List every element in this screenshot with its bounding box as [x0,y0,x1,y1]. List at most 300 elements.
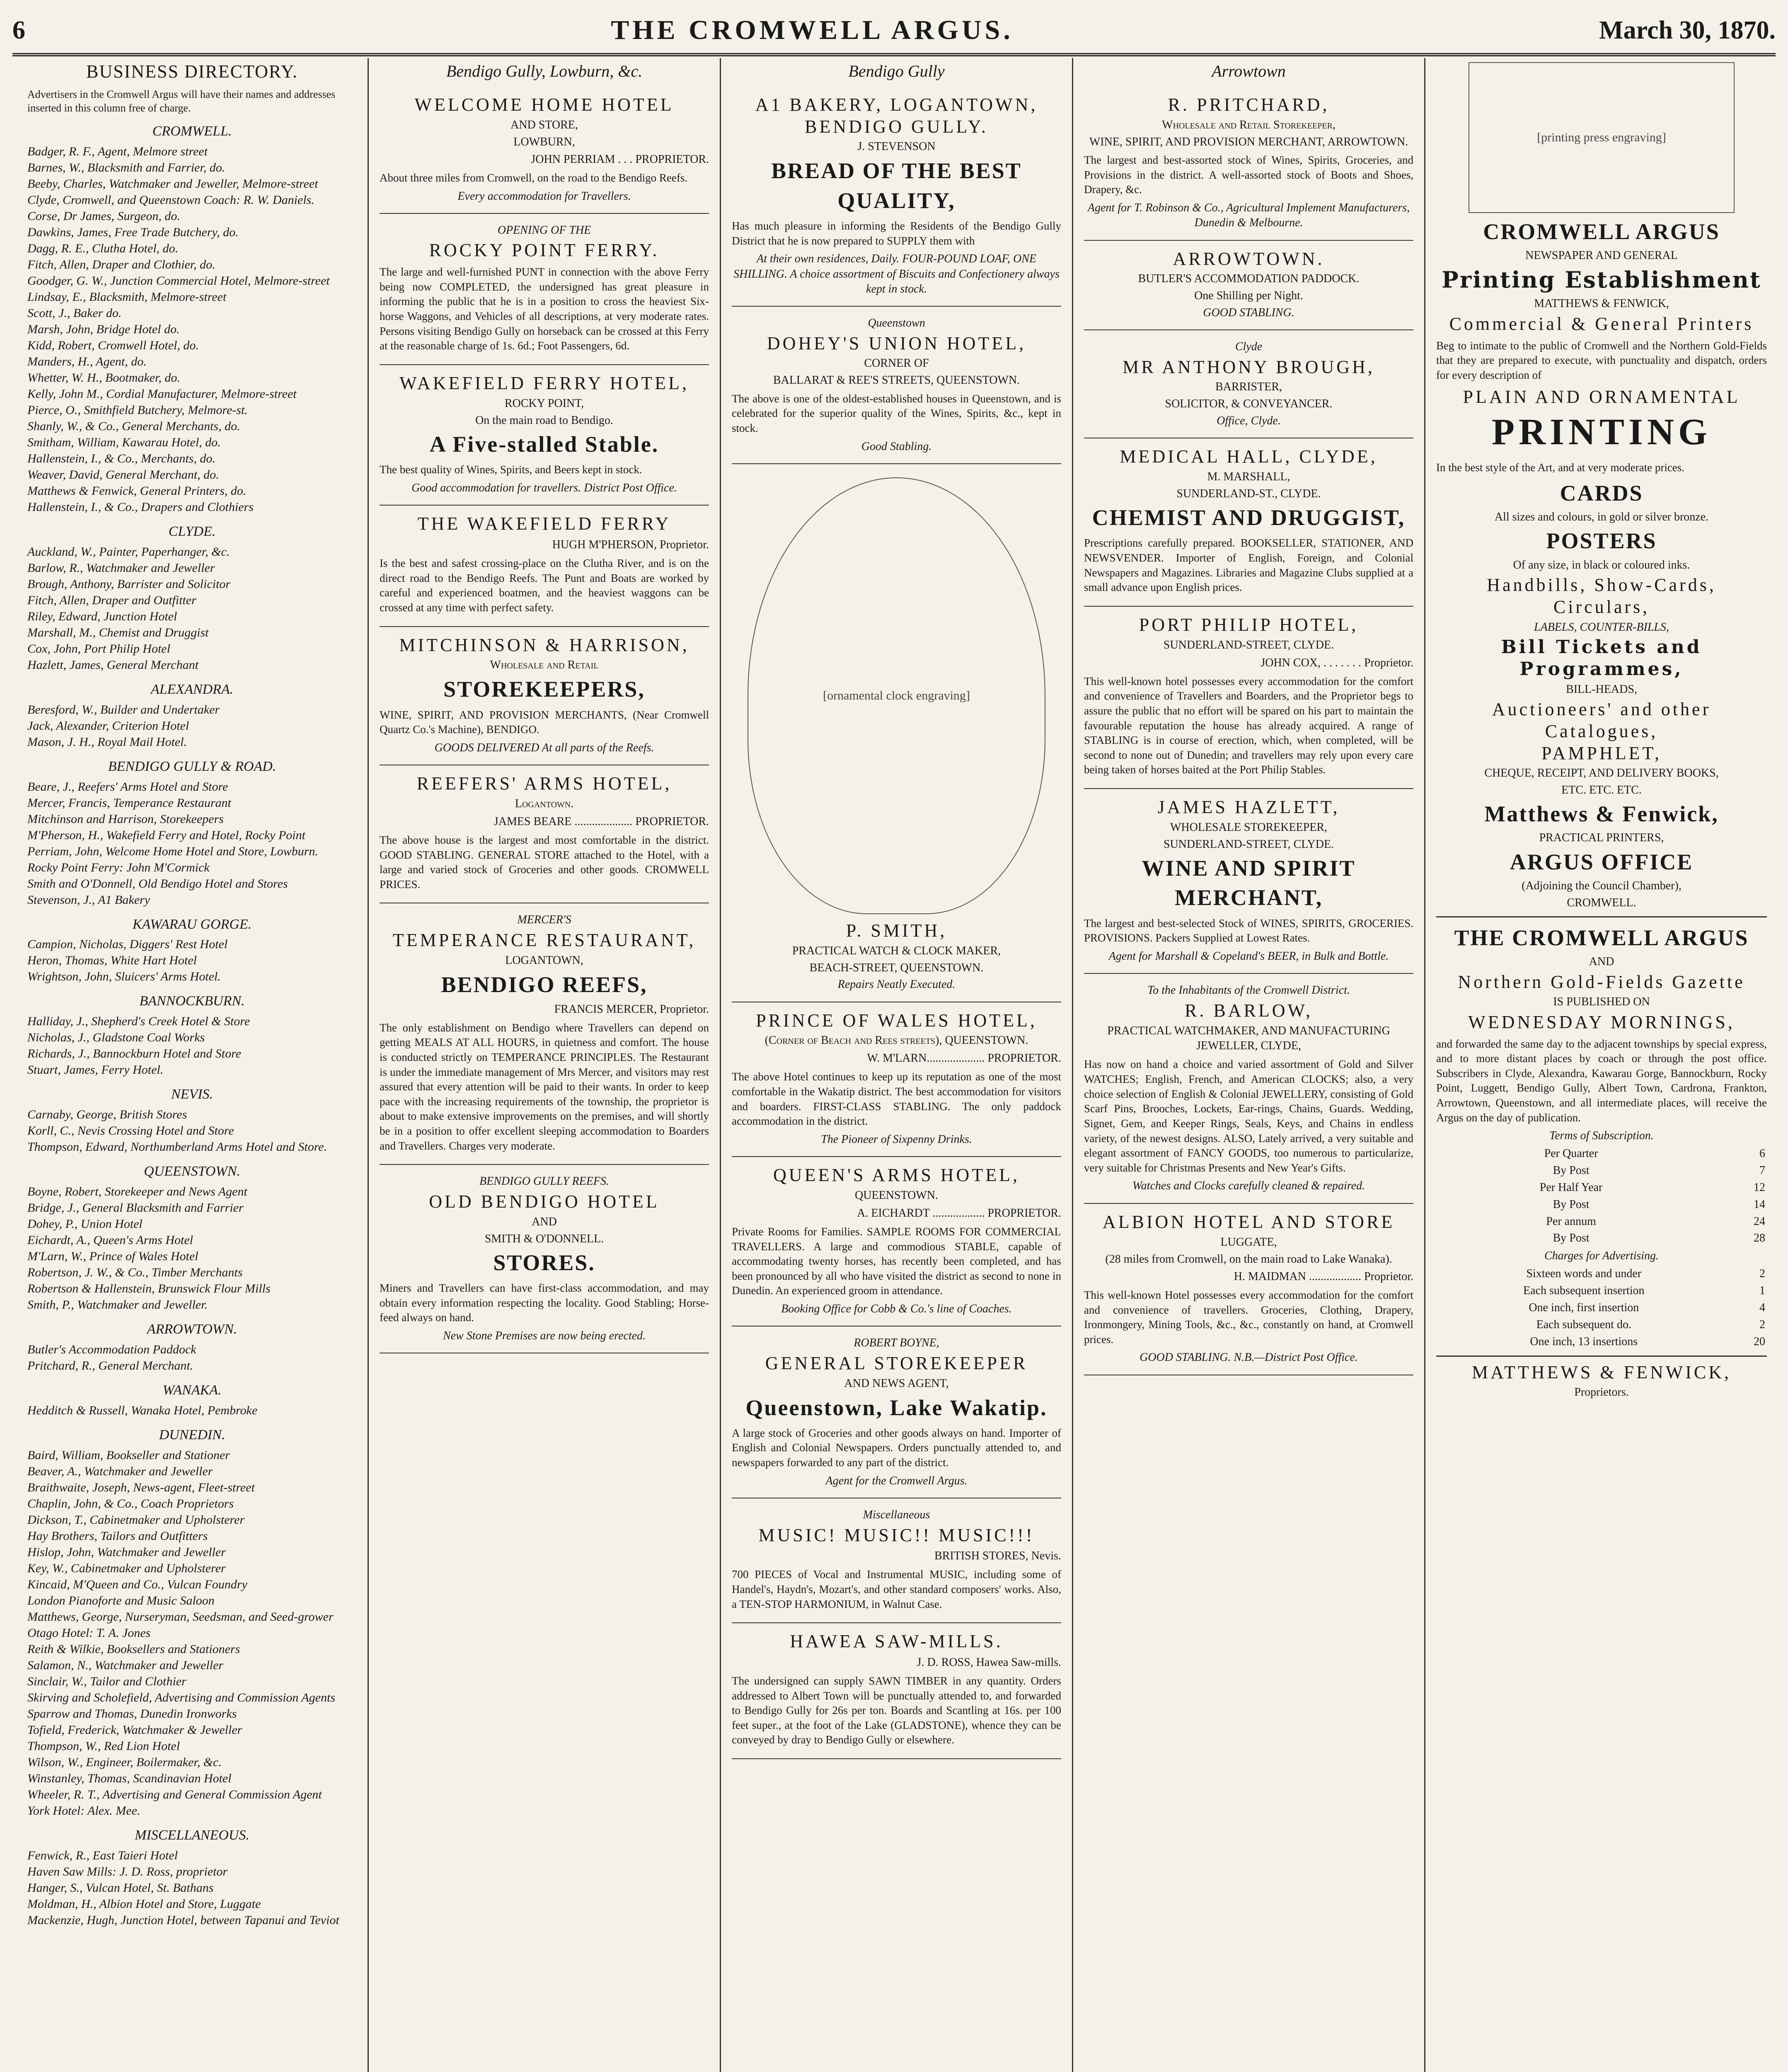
ad-proprietor: FRANCIS MERCER, Proprietor. [554,1002,709,1016]
auctioneers-line: Auctioneers' and other Catalogues, [1492,699,1711,741]
ad-title: MUSIC! MUSIC!! MUSIC!!! [758,1525,1035,1545]
published-on: IS PUBLISHED ON [1553,995,1650,1009]
advertisement [1084,241,1413,331]
directory-entry: M'Pherson, H., Wakefield Ferry and Hotel, Rocky Point [27,828,305,842]
advertisement [1084,974,1413,1203]
cards-heading: CARDS [1560,480,1643,506]
directory-entry: Thompson, Edward, Northumberland Arms Hotel and Store. [27,1140,327,1154]
ad-subtitle: (Corner of Beach and Rees streets), QUEENSTOWN. [765,1034,1028,1047]
ad-title: ARROWTOWN. [1173,248,1325,269]
columns [17,58,1778,2072]
bendigo-column [369,58,721,2072]
printing-heading: PRINTING [1491,411,1712,453]
ad-subtitle: SUNDERLAND-STREET, CLYDE. [1163,638,1334,651]
ads-list [732,87,1061,1759]
directory-entry: Smith and O'Donnell, Old Bendigo Hotel and Stores [27,876,288,891]
ad-subtitle: LUGGATE, [1220,1235,1277,1249]
arrowtown-column [1073,58,1425,2072]
ad-body: The best quality of Wines, Spirits, and Beers kept in stock. [380,463,642,476]
ad-proprietor: W. M'LARN.................... PROPRIETOR. [867,1052,1061,1065]
ad-body: The above Hotel continues to keep up its reputation as one of the most comfortable in the Wakatip district. The best accommodation for visitors and boarders. FIRST-CLASS STABLING. The only paddock accommodation in the district. [732,1070,1061,1128]
directory-entry: Dawkins, James, Free Trade Butchery, do. [27,225,239,239]
page-number: 6 [12,16,25,44]
directory-entry: Marsh, John, Bridge Hotel do. [27,322,180,336]
ad-preheading: Miscellaneous [863,1508,930,1522]
ad-note: At their own residences, Daily. FOUR-POUND LOAF, ONE SHILLING. A choice assortment of Biscuits and Confectionery always kept in stock. [733,252,1060,295]
ad-title: HAWEA SAW-MILLS. [790,1631,1003,1652]
advertising-row [1436,1283,1767,1300]
advertisement [380,627,709,766]
ad-subtitle: M. MARSHALL, [1207,470,1290,483]
directory-entry: Sparrow and Thomas, Dunedin Ironworks [27,1706,237,1721]
ad-note: Booking Office for Cobb & Co.'s line of Coaches. [781,1302,1012,1316]
subscription-row [1436,1213,1767,1230]
directory-entry: Reith & Wilkie, Booksellers and Stationers [27,1642,240,1656]
directory-entry: Dohey, P., Union Hotel [27,1217,143,1231]
ad-title: WAKEFIELD FERRY HOTEL, [399,373,689,393]
ad-title: R. BARLOW, [1185,1000,1313,1021]
directory-note: Advertisers in the Cromwell Argus will have their names and addresses inserted in this column free of charge. [27,88,336,114]
directory-entry: Carnaby, George, British Stores [27,1108,187,1122]
directory-entry: Fitch, Allen, Draper and Clothier, do. [27,257,215,271]
distribution-text: and forwarded the same day to the adjacent townships by special express, and to more distant places by coach or through the post office. Subscribers in Clyde, Alexandra, Kawarau Gorge, Bannockburn, Rocky Point, Luggett, Bendigo Gully, Albert Town, Cardrona, Frankton, Arrowtown, Queenstown, and all intermediate places, will receive the Argus on the day of publication. [1436,1037,1767,1124]
advertisement [380,365,709,506]
advertisement [732,464,1061,1002]
directory-entry: Boyne, Robert, Storekeeper and News Agent [27,1185,247,1199]
ad-feature: WINE AND SPIRIT MERCHANT, [1142,856,1356,910]
ad-subtitle: Wholesale and Retail [490,658,599,672]
ad-title: A1 BAKERY, LOGANTOWN, BENDIGO GULLY. [755,94,1038,137]
directory-entry: Hedditch & Russell, Wanaka Hotel, Pembroke [27,1403,258,1417]
ad-title: THE WAKEFIELD FERRY [417,513,671,534]
column-heading: Bendigo Gully [848,62,945,80]
ad-subtitle: ROCKY POINT, [504,397,584,410]
ad-note: Agent for the Cromwell Argus. [825,1474,968,1487]
ad-body: The large and well-furnished PUNT in connection with the above Ferry being now COMPLETED, the undersigned has great pleasure in informing the public that he is in a position to cross the heaviest Six-horse Waggons, and Vehicles of all descriptions, at very moderate rates. Persons visiting Bendigo Gully on horseback can be crossed at this Ferry at the reasonable charge of 1s. 6d.; Foot Passengers, 6d. [380,266,709,352]
advertisement [732,1498,1061,1623]
gazette-name: Northern Gold-Fields Gazette [1458,971,1745,992]
cheque-line: CHEQUE, RECEIPT, AND DELIVERY BOOKS, [1484,767,1719,780]
ad-preheading: OPENING OF THE [497,223,591,237]
ad-subtitle: WHOLESALE STOREKEEPER, [1170,821,1328,834]
directory-entry: Shanly, W., & Co., General Merchants, do. [27,419,240,433]
subscription-row [1436,1162,1767,1179]
ad-subtitle: Wholesale and Retail Storekeeper, [1162,118,1336,131]
rate-value: 4 [1759,1301,1765,1314]
directory-entry: Butler's Accommodation Paddock [27,1342,196,1356]
rate-label: By Post [1553,1232,1590,1245]
ad-title: GENERAL STOREKEEPER [765,1353,1028,1373]
printing-press-engraving: [printing press engraving] [1469,62,1735,213]
directory-section-heading: NEVIS. [171,1087,213,1102]
directory-entry: Hay Brothers, Tailors and Outfitters [27,1529,208,1543]
ad-subtitle: CORNER OF [864,357,929,370]
printer-names: MATTHEWS & FENWICK, [1534,297,1669,310]
advertisement [380,214,709,365]
rate-value: 12 [1754,1181,1765,1194]
directory-entry: Richards, J., Bannockburn Hotel and Store [27,1047,242,1061]
etc-line: ETC. ETC. ETC. [1561,783,1642,796]
directory-entry: Scott, J., Baker do. [27,306,122,320]
directory-entry: Lindsay, E., Blacksmith, Melmore-street [27,290,227,304]
billheads-line: BILL-HEADS, [1566,683,1637,696]
directory-entry: Hanger, S., Vulcan Hotel, St. Bathans [27,1881,214,1895]
ad-body: Is the best and safest crossing-place on the Clutha River, and is on the direct road to the Bendigo Reefs. The Punt and Boats are worked by careful and experienced boatmen, and the heaviest waggons can be crossed at any time with perfect safety. [380,557,709,614]
ad-preheading: Queenstown [868,317,925,330]
directory-entry: Kincaid, M'Queen and Co., Vulcan Foundry [27,1577,247,1591]
directory-entry: Key, W., Cabinetmaker and Upholsterer [27,1561,226,1575]
ad-proprietor: J. D. ROSS, Hawea Saw-mills. [917,1656,1061,1669]
rate-label: Per annum [1546,1215,1596,1228]
ad-subtitle: J. STEVENSON [857,140,936,153]
ad-subtitle: PRACTICAL WATCH & CLOCK MAKER, [792,944,1001,957]
column-heading: Arrowtown [1212,62,1286,80]
subscription-row [1436,1145,1767,1162]
directory-entry: M'Larn, W., Prince of Wales Hotel [27,1249,198,1264]
ad-body: About three miles from Cromwell, on the road to the Bendigo Reefs. [380,171,688,184]
directory-entry: Jack, Alexander, Criterion Hotel [27,719,189,733]
directory-entry: Barnes, W., Blacksmith and Farrier, do. [27,160,225,174]
ad-subtitle: QUEENSTOWN. [855,1189,938,1202]
rate-label: Per Quarter [1544,1147,1598,1160]
directory-entry: Matthews & Fenwick, General Printers, do. [27,484,247,498]
ad-note: Watches and Clocks carefully cleaned & repaired. [1132,1179,1365,1193]
ad-note: New Stone Premises are now being erected. [443,1329,646,1343]
directory-section-heading: CROMWELL. [152,123,232,139]
directory-entry: Wrightson, John, Sluicers' Arms Hotel. [27,970,221,984]
ad-body: The undersigned can supply SAWN TIMBER in any quantity. Orders addressed to Albert Town will be punctually attended to, and forwarded to Bendigo Gully for 26s per ton. Boards and Scantling at 16s. per 100 feet super., at the foot of the Lake (GLADSTONE), whence they can be conveyed by dray to Bendigo Gully or elsewhere. [732,1674,1061,1746]
rate-label: Each subsequent do. [1536,1318,1631,1331]
directory-entry: Beare, J., Reefers' Arms Hotel and Store [27,779,228,794]
directory-section-heading: QUEENSTOWN. [144,1164,240,1179]
rate-value: 28 [1754,1232,1765,1245]
ad-proprietor: JAMES BEARE .................... PROPRIETOR. [494,815,709,828]
directory-entry: Stevenson, J., A1 Bakery [27,893,150,907]
directory-entry: Nicholas, J., Gladstone Coal Works [27,1031,205,1045]
ad-subtitle: AND [532,1215,557,1228]
queenstown-column [721,58,1073,2072]
ad-title: DOHEY'S UNION HOTEL, [767,333,1026,353]
ad-subtitle: PRACTICAL WATCHMAKER, AND MANUFACTURING JEWELLER, CLYDE, [1107,1024,1390,1053]
printer-intro: Beg to intimate to the public of Cromwell and the Northern Gold-Fields that they are prepared to execute, with punctuality and dispatch, orders for every description of [1436,339,1767,381]
rate-label: Each subsequent insertion [1523,1284,1645,1297]
ad-location: LOWBURN, [513,135,575,148]
printing-style: In the best style of the Art, and at very moderate prices. [1436,461,1685,474]
directory-entry: Baird, William, Bookseller and Stationer [27,1448,230,1462]
advertisement [380,1165,709,1353]
directory-section-heading: CLYDE. [168,523,216,539]
ad-title: TEMPERANCE RESTAURANT, [392,929,696,950]
directory-entry: Whetter, W. H., Bootmaker, do. [27,370,180,385]
ads-list [380,87,709,1354]
directory-entry: Clyde, Cromwell, and Queenstown Coach: R. W. Daniels. [27,193,315,207]
ad-location: BALLARAT & REE'S STREETS, QUEENSTOWN. [773,374,1020,387]
directory-entry: Pierce, O., Smithfield Butchery, Melmore-st. [27,403,248,417]
ad-preheading: BENDIGO GULLY REEFS. [479,1175,609,1188]
advertisement [1084,1204,1413,1375]
advertisement [380,87,709,214]
ad-subtitle: Logantown. [515,797,574,810]
ad-location: One Shilling per Night. [1194,289,1303,303]
directory-entry: Rocky Point Ferry: John M'Cormick [27,860,210,874]
handbills-line: Handbills, Show-Cards, Circulars, [1487,575,1716,617]
directory-entry: Barlow, R., Watchmaker and Jeweller [27,561,215,575]
subscription-row [1436,1230,1767,1247]
masthead [12,7,1776,56]
issue-date: March 30, 1870. [1599,16,1776,44]
bill-tickets-line: Bill Tickets and Programmes, [1501,637,1702,680]
ad-note: GOOD STABLING. N.B.—District Post Office. [1140,1351,1358,1364]
ad-title: REEFERS' ARMS HOTEL, [416,773,672,794]
rate-value: 1 [1759,1284,1765,1297]
advertisement [1084,330,1413,438]
advertisement [732,1002,1061,1157]
ad-note: Agent for T. Robinson & Co., Agricultural Implement Manufacturers, Dunedin & Melbourne. [1087,201,1410,230]
directory-entry: Sinclair, W., Tailor and Clothier [27,1674,186,1688]
directory-entry: Moldman, H., Albion Hotel and Store, Luggate [27,1897,261,1911]
ad-body: This well-known hotel possesses every accommodation for the comfort and convenience of Travellers and Boarders, and the Proprietor begs to assure the public that no effort will be spared on his part to maintain the favourable reputation the house has already acquired. A range of STABLING is in course of erection, which, when completed, will be second to none out of Dunedin; and travellers may rely upon every care being taken of horses baited at the Port Philip Stables. [1084,675,1413,776]
posters-heading: POSTERS [1546,528,1657,554]
rate-label: By Post [1553,1164,1590,1177]
directory-entry: Brough, Anthony, Barrister and Solicitor [27,577,231,591]
directory-entry: Haven Saw Mills: J. D. Ross, proprietor [27,1864,228,1878]
ad-note: GOODS DELIVERED At all parts of the Reefs. [434,741,654,754]
directory-entry: Beresford, W., Builder and Undertaker [27,702,220,716]
mf-name: Matthews & Fenwick, [1484,801,1719,827]
rate-value: 7 [1759,1164,1765,1177]
subscription-row [1436,1196,1767,1213]
advertisement [732,307,1061,464]
directory-entry: London Pianoforte and Music Saloon [27,1593,215,1607]
ad-body: Miners and Travellers can have first-class accommodation, and may obtain every information respecting the locality. Good Stabling; Horse-feed always on hand. [380,1282,709,1324]
ad-feature: STOREKEEPERS, [443,677,645,702]
ad-feature: BREAD OF THE BEST QUALITY, [771,158,1022,213]
ad-note: The Pioneer of Sixpenny Drinks. [821,1133,972,1146]
ad-title: PRINCE OF WALES HOTEL, [756,1010,1037,1031]
ad-feature: BENDIGO REEFS, [441,972,648,997]
footer-names: MATTHEWS & FENWICK, [1436,1356,1767,1384]
ads-list [1084,87,1413,1375]
directory-entry: Mackenzie, Hugh, Junction Hotel, between Tapanui and Teviot [27,1913,339,1927]
advertisement [380,506,709,627]
directory-entry: Smitham, William, Kawarau Hotel, do. [27,435,221,449]
ad-body: This well-known Hotel possesses every accommodation for the comfort and convenience of travellers. Groceries, Clothing, Drapery, Ironmongery, Mining Tools, &c., &c., constantly on hand, at Cromwell prices. [1084,1288,1413,1346]
clock-ornament-engraving: [ornamental clock engraving] [748,477,1046,914]
ad-feature: Queenstown, Lake Wakatip. [745,1395,1048,1420]
business-directory-column [17,58,369,2072]
ad-subtitle: AND NEWS AGENT, [844,1377,949,1390]
argus-title: CROMWELL ARGUS [1483,219,1720,244]
ad-proprietor: JOHN PERRIAM . . . PROPRIETOR. [531,152,709,166]
rate-value: 14 [1754,1198,1765,1211]
footer-proprietors: Proprietors. [1574,1386,1629,1399]
directory-section-heading: ALEXANDRA. [150,681,234,697]
directory-entry: Mason, J. H., Royal Mail Hotel. [27,735,187,749]
directory-entry: Matthews, George, Nurseryman, Seedsman, and Seed-grower [27,1610,334,1624]
directory-entry: Auckland, W., Painter, Paperhanger, &c. [27,545,230,559]
ad-proprietor: BRITISH STORES, Nevis. [934,1549,1061,1563]
directory-entry: Perriam, John, Welcome Home Hotel and Store, Lowburn. [27,844,318,858]
ad-feature: CHEMIST AND DRUGGIST, [1092,505,1406,530]
directory-entry: Badger, R. F., Agent, Melmore street [27,144,208,158]
directory-entry: Braithwaite, Joseph, News-agent, Fleet-street [27,1480,255,1494]
directory-entry: Corse, Dr James, Surgeon, do. [27,209,180,223]
ad-note: Repairs Neatly Executed. [837,978,956,991]
directory-entry: Thompson, W., Red Lion Hotel [27,1739,180,1753]
labels-line: LABELS, COUNTER-BILLS, [1534,620,1669,634]
subscription-terms-table [1436,1145,1767,1247]
directory-entry: Mitchinson and Harrison, Storekeepers [27,812,224,826]
subscription-row [1436,1179,1767,1196]
ad-proprietor: JOHN COX, . . . . . . . Proprietor. [1261,656,1413,669]
directory-entry: Bridge, J., General Blacksmith and Farrier [27,1201,244,1215]
printing-office-column [1425,58,1778,2072]
advertisement [1084,438,1413,607]
ad-title: P. SMITH, [846,920,947,941]
directory-entry: Hislop, John, Watchmaker and Jeweller [27,1545,226,1559]
ad-location: SUNDERLAND-STREET, CLYDE. [1163,838,1334,851]
ad-subtitle: AND STORE, [511,118,578,131]
argus-office: ARGUS OFFICE [1510,849,1694,874]
column-heading: Bendigo Gully, Lowburn, &c. [446,62,643,80]
directory-entry: Otago Hotel: T. A. Jones [27,1626,151,1640]
directory-entry: Hazlett, James, General Merchant [27,658,198,672]
directory-entry: Chaplin, John, & Co., Coach Proprietors [27,1496,234,1510]
ad-note: Every accommodation for Travellers. [457,189,631,203]
paper-name: THE CROMWELL ARGUS [1436,916,1767,953]
argus-subtitle: NEWSPAPER AND GENERAL [1525,249,1678,262]
ad-preheading: MERCER'S [517,913,571,927]
advertisement [732,1157,1061,1326]
directory-sections [27,122,357,1928]
advertisement [1084,789,1413,974]
directory-entry: Cox, John, Port Philip Hotel [27,641,170,656]
directory-section-heading: WANAKA. [162,1382,222,1398]
plain-ornamental: PLAIN AND ORNAMENTAL [1463,386,1740,407]
ad-subtitle: BUTLER'S ACCOMMODATION PADDOCK. [1138,272,1360,286]
cromwell-line: CROMWELL. [1567,896,1636,909]
advertisement [380,903,709,1165]
rate-value: 20 [1754,1335,1765,1348]
commercial-printers: Commercial & General Printers [1449,313,1754,334]
ad-feature: A Five-stalled Stable. [429,431,659,457]
advertising-row [1436,1266,1767,1283]
ad-body: Prescriptions carefully prepared. BOOKSELLER, STATIONER, AND NEWSVENDER. Importer of English, Foreign, and Colonial Newspapers and Magazines. Libraries and Magazine Clubs supplied at a small advance upon English prices. [1084,537,1413,594]
posters-detail: Of any size, in black or coloured inks. [1513,558,1690,571]
ad-note: GOOD STABLING. [1203,306,1294,319]
rate-value: 6 [1759,1147,1765,1160]
newspaper-title: THE CROMWELL ARGUS. [611,15,1014,45]
ad-proprietor: HUGH M'PHERSON, Proprietor. [552,538,709,552]
directory-entry: Hallenstein, I., & Co., Merchants, do. [27,451,215,465]
terms-heading: Terms of Subscription. [1549,1129,1654,1143]
rate-label: One inch, first insertion [1529,1301,1639,1314]
ad-proprietor: H. MAIDMAN .................. Proprietor. [1234,1270,1413,1283]
directory-entry: Robertson & Hallenstein, Brunswick Flour Mills [27,1282,271,1296]
directory-entry: Stuart, James, Ferry Hotel. [27,1063,164,1077]
ad-title: JAMES HAZLETT, [1157,797,1340,818]
ad-note: Good accommodation for travellers. District Post Office. [411,481,677,494]
directory-entry: Mercer, Francis, Temperance Restaurant [27,796,231,810]
adjoining-line: (Adjoining the Council Chamber), [1522,879,1682,893]
rate-label: By Post [1553,1198,1590,1211]
advertisement [1084,87,1413,241]
advertising-row [1436,1334,1767,1351]
directory-entry: Heron, Thomas, White Hart Hotel [27,954,197,968]
ad-location: SUNDERLAND-ST., CLYDE. [1176,487,1321,500]
ad-preheading: ROBERT BOYNE, [854,1336,939,1350]
ad-body: The largest and best-assorted stock of Wines, Spirits, Groceries, and Provisions in the district. A well-assorted stock of Boots and Shoes, Drapery, &c. [1084,153,1413,196]
advertising-row [1436,1317,1767,1334]
ad-body: Private Rooms for Families. SAMPLE ROOMS FOR COMMERCIAL TRAVELLERS. A large and commodious STABLE, capable of accommodating twenty horses, has recently been completed, and has been pronounced by all who have visited the district as second to none in Dunedin. An experienced groom in attendance. [732,1225,1061,1297]
rate-label: Per Half Year [1539,1181,1603,1194]
paper-and: AND [1589,955,1614,968]
rate-value: 24 [1754,1215,1765,1228]
ad-feature: STORES. [493,1250,595,1275]
directory-entry: Weaver, David, General Merchant, do. [27,467,219,482]
ad-location: BEACH-STREET, QUEENSTOWN. [809,961,984,974]
ad-title: MEDICAL HALL, CLYDE, [1120,446,1378,467]
ad-note: Agent for Marshall & Copeland's BEER, in Bulk and Bottle. [1108,949,1389,963]
wednesday-mornings: WEDNESDAY MORNINGS, [1468,1012,1735,1032]
directory-entry: Kelly, John M., Cordial Manufacturer, Melmore-street [27,387,297,401]
ad-title: QUEEN'S ARMS HOTEL, [773,1165,1020,1186]
directory-entry: Robertson, J. W., & Co., Timber Merchants [27,1266,243,1280]
ad-title: PORT PHILIP HOTEL, [1139,614,1359,635]
directory-entry: Beaver, A., Watchmaker and Jeweller [27,1464,213,1478]
directory-entry: Korll, C., Nevis Crossing Hotel and Store [27,1124,234,1138]
ad-body: The largest and best-selected Stock of WINES, SPIRITS, GROCERIES. PROVISIONS. Packers Supplied at Lowest Rates. [1084,917,1413,944]
directory-entry: Kidd, Robert, Cromwell Hotel, do. [27,338,199,352]
directory-entry: Campion, Nicholas, Diggers' Rest Hotel [27,937,228,951]
directory-entry: Smith, P., Watchmaker and Jeweller. [27,1298,208,1312]
pamphlet-line: PAMPHLET, [1541,743,1662,763]
directory-entry: Marshall, M., Chemist and Druggist [27,625,209,639]
directory-entry: Salamon, N., Watchmaker and Jeweller [27,1658,223,1672]
ad-title: OLD BENDIGO HOTEL [429,1191,660,1212]
ad-preheading: Clyde [1235,340,1263,353]
directory-entry: Fitch, Allen, Draper and Outfitter [27,593,196,607]
advertisement [732,1326,1061,1498]
directory-entry: Riley, Edward, Junction Hotel [27,609,177,623]
ad-location: SOLICITOR, & CONVEYANCER. [1165,397,1333,411]
ad-body: 700 PIECES of Vocal and Instrumental MUSIC, including some of Handel's, Haydn's, Mozart's, and other standard composers' works. Also, a TEN-STOP HARMONIUM, in Walnut Case. [732,1568,1061,1610]
directory-entry: Skirving and Scholefield, Advertising and Commission Agents [27,1690,335,1704]
directory-entry: York Hotel: Alex. Mee. [27,1803,140,1818]
directory-section-heading: ARROWTOWN. [147,1322,237,1337]
ad-body: Has now on hand a choice and varied assortment of Gold and Silver WATCHES; English, French, and American CLOCKS; also, a very choice selection of English & Colonial JEWELLERY, consisting of Gold Scarf Pins, Brooches, Lockets, Ear-rings, Chains, Guards. Wedding, Signet, Gem, and Keeper Rings, Seals, Keys, and Chains in endless variety, of the newest designs. ALSO, Lately arrived, a very suitable and elegant assortment of FANCY GOODS, too numerous to particularize, very suitable for Christmas Presents and New Year's Gifts. [1084,1058,1413,1174]
directory-section-heading: BANNOCKBURN. [139,993,245,1009]
ad-body: The above is one of the oldest-established houses in Queenstown, and is celebrated for the superior quality of the Wines, Spirits, &c., kept in stock. [732,392,1061,435]
ad-title: ALBION HOTEL AND STORE [1102,1211,1395,1232]
directory-entry: Beeby, Charles, Watchmaker and Jeweller, Melmore-street [27,177,318,191]
directory-entry: Hallenstein, I., & Co., Drapers and Clothiers [27,500,254,514]
directory-entry: Manders, H., Agent, do. [27,354,147,368]
advertisement [1084,607,1413,789]
ad-body: The above house is the largest and most comfortable in the district. GOOD STABLING. GENERAL STORE attached to the Hotel, with a large and varied stock of Groceries and other goods. CROMWELL PRICES. [380,833,709,891]
rate-label: One inch, 13 insertions [1530,1335,1638,1348]
directory-section-heading: KAWARAU GORGE. [132,916,252,932]
cards-detail: All sizes and colours, in gold or silver bronze. [1494,511,1709,524]
directory-entry: Wheeler, R. T., Advertising and General Commission Agent [27,1787,322,1801]
ad-location: SMITH & O'DONNELL. [484,1232,604,1245]
rate-value: 2 [1759,1318,1765,1331]
directory-entry: Halliday, J., Shepherd's Creek Hotel & Store [27,1014,250,1029]
ad-note: Office, Clyde. [1217,414,1281,427]
advertisement [732,1623,1061,1759]
ad-location: (28 miles from Cromwell, on the main road to Lake Wanaka). [1105,1252,1392,1266]
directory-section-heading: BENDIGO GULLY & ROAD. [108,758,276,774]
